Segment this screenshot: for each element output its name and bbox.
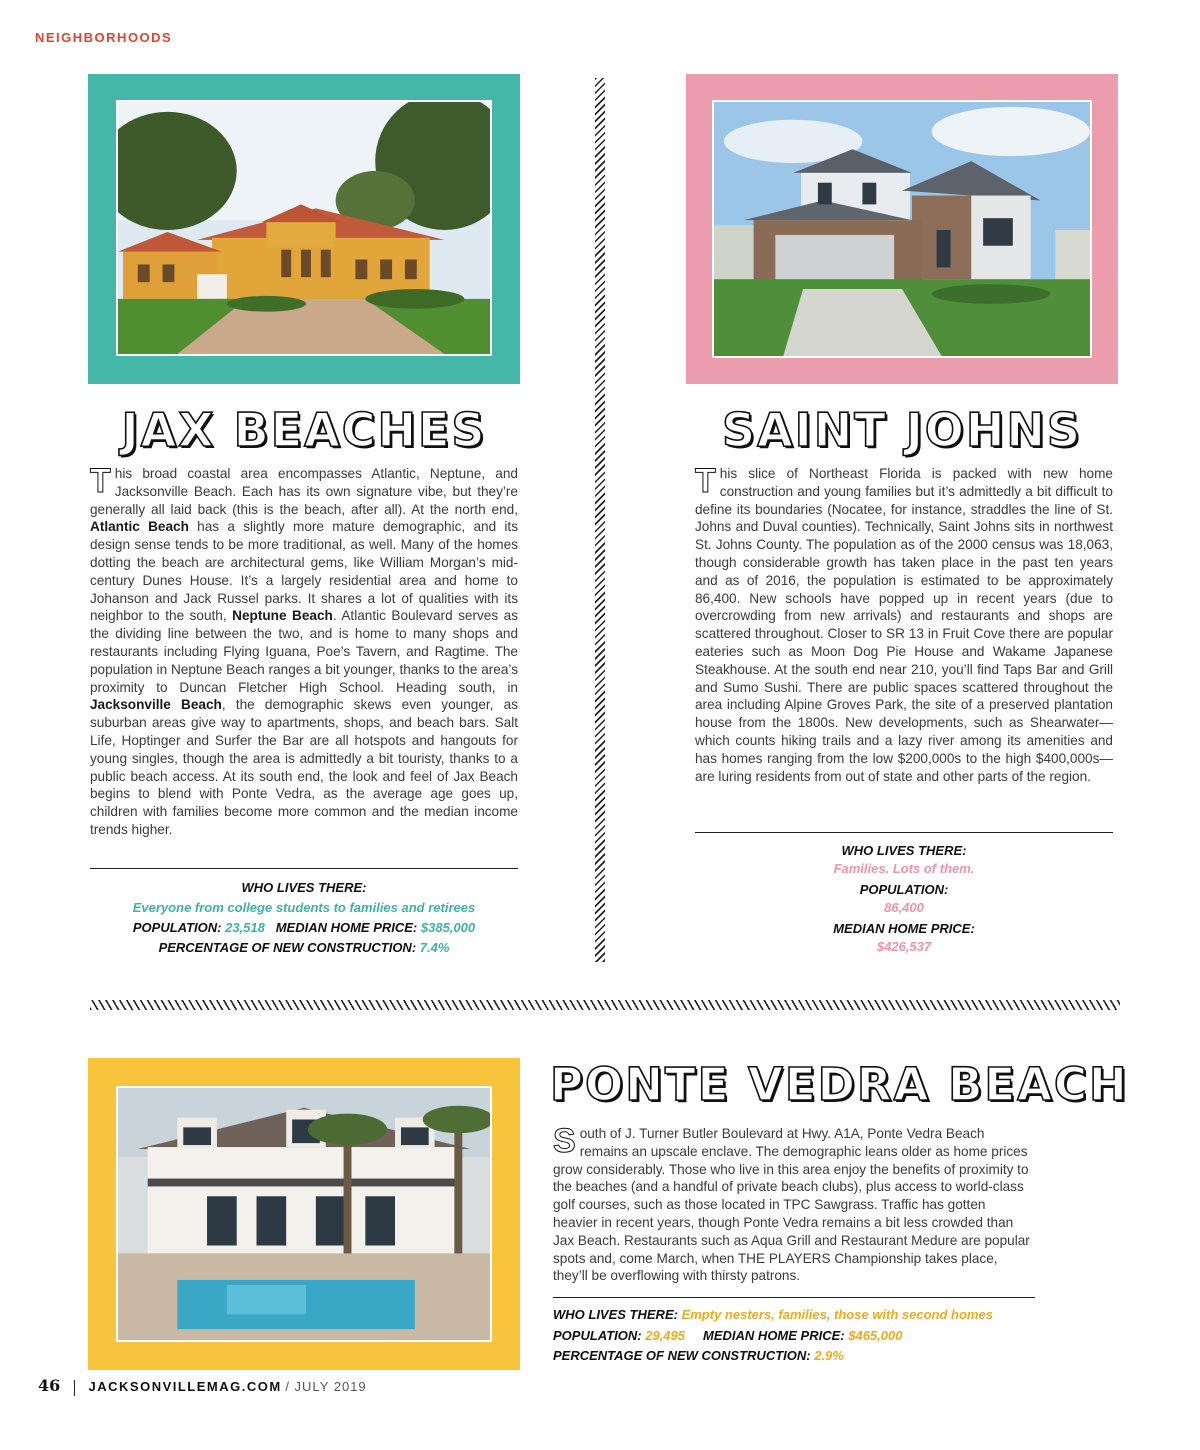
body-segment: outh of J. Turner Butler Boulevard at Hwy. A1A, Ponte Vedra Beach remains an upscale enclave. The demographic leans older as home prices grow considerably. Those who live in this area enjoy the benefits of proximity to the beaches (and a handful of private beach clubs), plus access to world-class golf courses, such as those located in TPC Sawgrass. Traffic has gotten heavier in recent years, though Ponte Vedra remains a bit less crowded than Jax Beach. Restaurants such as Aqua Grill and Restaurant Medure are popular spots and, come March, when THE PLAYERS Championship takes place, they’ll be overflowing with thirsty patrons. <box>553 1126 1030 1284</box>
body-segment: , the demographic skews even younger, as suburban areas give way to apartments, shops, and beach bars. Salt Life, Hoptinger and Surfer the Bar are all hotspots and hangouts for young singles, though the area is admittedly a bit touristy, thanks to a public beach access. At its south end, the look and feel of Jax Beach begins to blend with Ponte Vedra, as the average age goes up, children with families become more common and the median income trends higher. <box>90 697 519 837</box>
ponte-vedra-stats <box>553 1305 1033 1367</box>
drop-cap: S <box>553 1122 576 1160</box>
who-lives-value: Empty nesters, families, those with second homes <box>681 1307 993 1322</box>
who-lives-value: Everyone from college students to families and retirees <box>132 900 476 915</box>
bold-place-name: Jacksonville Beach <box>90 697 222 713</box>
footer-site: JACKSONVILLEMAG.COM <box>88 1379 282 1394</box>
median-price-label: MEDIAN HOME PRICE: <box>275 920 418 935</box>
jax-beaches-heading: JAX BEACHES <box>121 403 487 457</box>
body-segment: his broad coastal area encompasses Atlantic, Neptune, and Jacksonville Beach. Each has its own signature vibe, but they’re generally all laid back (this is the beach, after all). At the north end, <box>90 466 518 517</box>
median-price-value: $465,000 <box>848 1327 903 1343</box>
population-label: POPULATION: <box>859 882 949 897</box>
saint-johns-stats <box>695 842 1113 956</box>
saint-johns-heading: SAINT JOHNS <box>721 403 1083 457</box>
horizontal-zigzag-divider <box>90 1000 1120 1010</box>
population-price-row <box>90 918 518 938</box>
ponte-vedra-photo-frame <box>88 1058 520 1370</box>
population-label: POPULATION: <box>132 920 222 935</box>
median-price-value: $426,537 <box>876 939 932 954</box>
jax-beaches-house-photo <box>116 100 492 356</box>
footer-date: / JULY 2019 <box>285 1379 367 1394</box>
page-footer <box>38 1376 367 1396</box>
who-lives-value: Families. Lots of them. <box>833 861 975 876</box>
population-value: 29,495 <box>645 1327 685 1343</box>
body-segment: has a slightly more mature demographic, and its design sense tends to be more traditional, as well. Many of the homes dotting the beach are architectural gems, like William Morgan’s mid-century Dunes House. It’s a largely residential area and home to Johanson and Jack Russel parks. It shares a lot of qualities with its neighbor to the south, <box>90 519 518 624</box>
ponte-vedra-stats-rule <box>553 1297 1035 1298</box>
median-price-label: MEDIAN HOME PRICE: <box>703 1327 845 1343</box>
footer-divider <box>74 1380 75 1396</box>
body-segment: his slice of Northeast Florida is packed with new home construction and young families but it’s admittedly a bit difficult to define its boundaries (Nocatee, for instance, straddles the line of St. Johns and Duval counties). Technically, Saint Johns sits in northwest St. Johns County. The population as of the 2000 census was 18,063, though considerable growth has taken place in the past ten years and as of 2016, the population is estimated to be approximately 86,400. New schools have popped up in recent years (due to overcrowding from new arrivals) and restaurants and shops are scattered throughout. Closer to SR 13 in Fruit Cove there are popular eateries such as Moon Dog Pie House and Wakame Japanese Steakhouse. At the south end near 210, you’ll find Taps Bar and Grill and Sumo Sushi. There are public spaces scattered throughout the area including Alpine Groves Park, the site of a preserved plantation house from the 1800s. New developments, such as Shearwater—which counts hiking trails and a lazy river among its amenities and has homes ranging from the low $200,000s to the high $400,000s—are luring residents from out of state and other parts of the region. <box>695 466 1113 784</box>
ponte-vedra-house-photo <box>116 1086 492 1342</box>
new-construction-value: 2.9% <box>814 1348 844 1363</box>
jax-beaches-photo-frame <box>88 74 520 384</box>
bold-place-name: Neptune Beach <box>232 608 333 624</box>
section-label: NEIGHBORHOODS <box>35 30 173 45</box>
population-value: 86,400 <box>884 900 924 915</box>
drop-cap: T <box>90 462 111 500</box>
saint-johns-body <box>695 462 1113 785</box>
who-lives-row <box>553 1305 1033 1326</box>
page-number: 46 <box>38 1376 61 1395</box>
jax-beaches-body <box>90 462 519 839</box>
new-construction-row <box>553 1346 1033 1367</box>
saint-johns-photo-frame <box>686 74 1118 384</box>
who-lives-label: WHO LIVES THERE: <box>553 1307 678 1322</box>
who-lives-label: WHO LIVES THERE: <box>841 843 967 858</box>
ponte-vedra-body <box>553 1122 1031 1285</box>
body-segment: . Atlantic Boulevard serves as the dividing line between the two, and is home to many shops and restaurants including Flying Iguana, Poe’s Tavern, and Ragtime. The population in Neptune Beach ranges a bit younger, thanks to the area’s proximity to Duncan Fletcher High School. Heading south, in <box>90 608 519 695</box>
saint-johns-stats-rule <box>695 832 1113 833</box>
population-price-row <box>553 1326 1033 1347</box>
drop-cap: T <box>695 462 716 500</box>
median-price-label: MEDIAN HOME PRICE: <box>833 921 975 936</box>
jax-stats-rule <box>90 868 518 869</box>
vertical-zigzag-divider <box>595 78 605 962</box>
new-construction-label: PERCENTAGE OF NEW CONSTRUCTION: <box>553 1348 811 1363</box>
population-label: POPULATION: <box>553 1327 642 1343</box>
bold-place-name: Atlantic Beach <box>90 519 189 535</box>
who-lives-label: WHO LIVES THERE: <box>241 880 367 895</box>
median-price-value: $385,000 <box>420 920 476 935</box>
new-construction-row <box>90 938 518 958</box>
new-construction-label: PERCENTAGE OF NEW CONSTRUCTION: <box>158 940 417 955</box>
population-value: 23,518 <box>225 920 265 935</box>
saint-johns-house-photo <box>712 100 1092 358</box>
new-construction-value: 7.4% <box>419 940 450 955</box>
ponte-vedra-heading: PONTE VEDRA BEACH <box>550 1058 1129 1111</box>
jax-beaches-stats <box>90 878 518 958</box>
